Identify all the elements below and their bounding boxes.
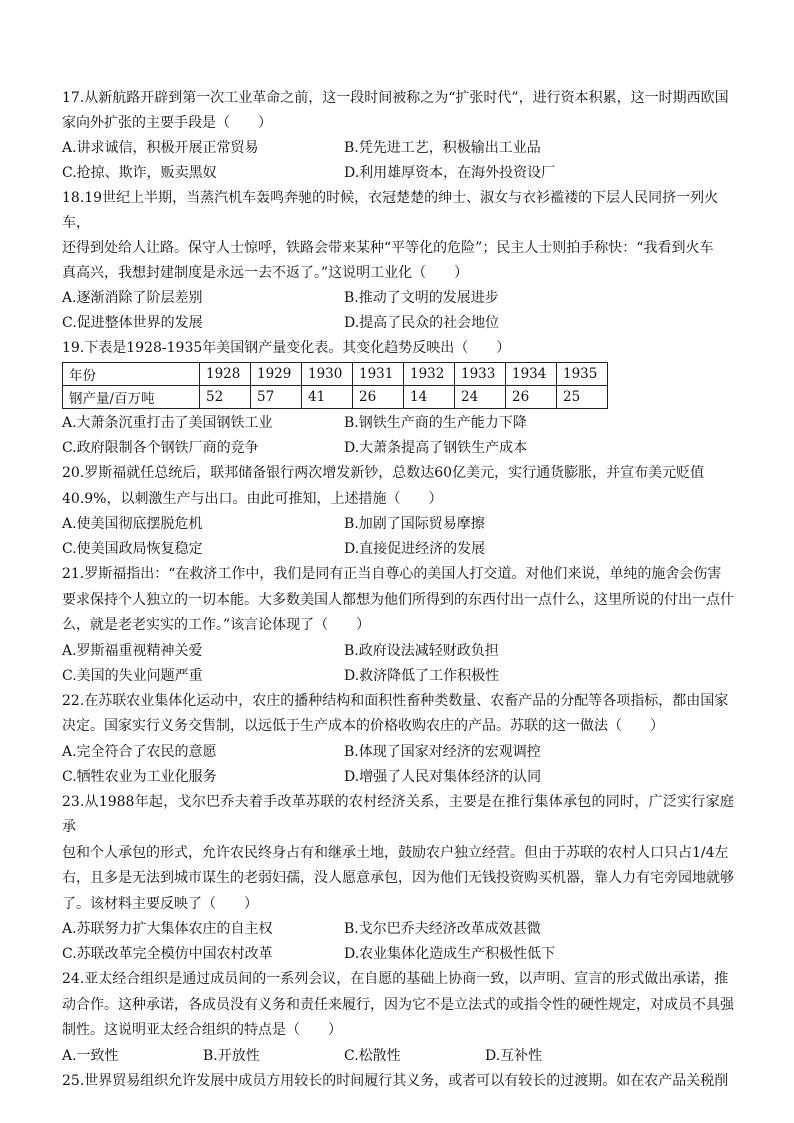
option-a: A.讲求诚信，积极开展正常贸易 [62,140,259,156]
question-text: 20.罗斯福就任总统后，联邦储备银行两次增发新钞，总数达60亿美元，实行通货膨胀，并宣布美元贬值 [62,465,705,481]
table-row [63,363,608,386]
question-text: 动合作。这种承诺，各成员没有义务和责任来履行，因为它不是立法式的或指令性的硬性规定，对成员不具强 [62,996,734,1013]
option-b: B.推动了文明的发展进步 [344,290,499,306]
question-20 [62,461,734,562]
question-25 [62,1069,734,1095]
table-cell: 1929 [251,363,302,386]
option-b: B.钢铁生产商的生产能力下降 [344,415,527,431]
option-a: A.使美国彻底摆脱危机 [62,516,203,532]
table-cell: 1930 [302,363,353,386]
option-c: C.使美国政局恢复稳定 [62,541,203,557]
options [62,740,734,790]
option-a: A.一致性 [62,1047,119,1064]
table-cell: 1932 [404,363,455,386]
question-text: 了。该材料主要反映了（ ） [62,895,258,912]
option-b: B.戈尔巴乔夫经济改革成效甚微 [344,921,541,937]
question-text: 家向外扩张的主要手段是（ ） [62,115,272,131]
question-23 [62,790,734,968]
option-d: D.利用雄厚资本，在海外投资设厂 [344,165,556,181]
option-b: B.政府设法减轻财政负担 [344,642,499,659]
option-c: C.美国的失业问题严重 [62,667,203,684]
question-22 [62,689,734,790]
table-cell: 1934 [506,363,557,386]
question-text: 24.亚太经合组织是通过成员间的一系列会议，在自愿的基础上协商一致，以声明、宣言的形式做出承诺，推 [62,971,729,987]
table-cell: 1931 [353,363,404,386]
question-text: 21.罗斯福指出：“在救济工作中，我们是同有正当自尊心的美国人打交道。对他们来说，单纯的施舍会伤害 [62,566,722,582]
question-text: 决定。国家实行义务交售制，以远低于生产成本的价格收购农庄的产品。苏联的这一做法（ ） [62,718,664,734]
option-c: C.政府限制各个钢铁厂商的竞争 [62,440,259,456]
exam-page [62,86,734,1094]
option-d: D.提高了民众的社会地位 [344,315,500,331]
steel-production-table [62,362,608,409]
option-d: D.救济降低了工作积极性 [344,667,500,684]
option-c: C.苏联改革完全模仿中国农村改革 [62,946,273,962]
options [62,1044,734,1069]
options [62,411,734,461]
option-d: D.互补性 [485,1047,543,1064]
question-21 [62,562,734,689]
table-row [63,386,608,409]
question-text: 19.下表是1928-1935年美国钢产量变化表。其变化趋势反映出（ ） [62,340,511,356]
table-cell: 41 [302,386,353,409]
question-text: 40.9%，以刺激生产与出口。由此可推知，上述措施（ ） [62,490,443,507]
question-text: 制性。这说明亚太经合组织的特点是（ ） [62,1022,342,1038]
option-c: C.促进整体世界的发展 [62,315,203,331]
options [62,512,734,562]
option-d: D.增强了人民对集体经济的认同 [344,768,542,785]
question-text: 么，就是老老实实的工作。”该言论体现了（ ） [62,617,371,633]
question-17 [62,86,734,186]
table-cell: 24 [455,386,506,409]
option-b: B.体现了国家对经济的宏观调控 [344,743,541,760]
table-header: 年份 [63,363,200,386]
options [62,286,734,336]
option-d: D.大萧条提高了钢铁生产成本 [344,440,528,456]
option-d: D.直接促进经济的发展 [344,541,486,557]
option-a: A.大萧条沉重打击了美国钢铁工业 [62,415,273,431]
option-a: A.逐渐消除了阶层差别 [62,290,203,306]
table-cell: 1933 [455,363,506,386]
question-text: 包和个人承包的形式，允许农民终身占有和继承土地，鼓励农户独立经营。但由于苏联的农村人口只占1/4左 [62,844,729,861]
question-text: 22.在苏联农业集体化运动中，农庄的播种结构和面积性畜种类数量、农畜产品的分配等各项指标，都由国家 [62,692,729,709]
option-d: D.农业集体化造成生产积极性低下 [344,946,556,962]
question-18 [62,186,734,336]
table-cell: 14 [404,386,455,409]
table-header: 钢产量/百万吨 [63,386,200,409]
option-c: C.牺牲农业为工业化服务 [62,768,217,785]
options [62,639,734,689]
option-b: B.开放性 [203,1047,260,1064]
option-b: B.加剧了国际贸易摩擦 [344,516,485,532]
options [62,917,734,967]
option-a: A.罗斯福重视精神关爱 [62,642,203,659]
question-19 [62,336,734,461]
table-cell: 52 [200,386,251,409]
question-text: 还得到处给人让路。保守人士惊呼，铁路会带来某种“平等化的危险”；民主人士则拍手称快：“我看到火车 [62,240,714,256]
table-cell: 57 [251,386,302,409]
table-cell: 1928 [200,363,251,386]
question-text: 17.从新航路开辟到第一次工业革命之前，这一段时间被称之为“扩张时代”，进行资本积累，这一时期西欧国 [62,90,729,106]
question-text: 真高兴，我想封建制度是永远一去不返了。”这说明工业化（ ） [62,265,469,281]
table-cell: 26 [506,386,557,409]
question-text: 25.世界贸易组织允许发展中成员方用较长的时间履行其义务，或者可以有较长的过渡期。如在农产品关税削 [62,1072,729,1089]
options [62,136,734,186]
table-cell: 25 [557,386,608,409]
table-cell: 26 [353,386,404,409]
option-a: A.完全符合了农民的意愿 [62,743,217,760]
option-a: A.苏联努力扩大集体农庄的自主权 [62,921,273,937]
question-text: 要求保持个人独立的一切本能。大多数美国人都想为他们所得到的东西付出一点什么，这里所说的付出一点什 [62,591,734,608]
question-text: 右，且多是无法到城市谋生的老弱妇孺，没人愿意承包，因为他们无钱投资购买机器，靠人力有宅旁园地就够 [62,870,734,886]
option-c: C.抢掠、欺诈，贩卖黑奴 [62,165,217,181]
table-cell: 1935 [557,363,608,386]
option-b: B.凭先进工艺，积极输出工业品 [344,140,541,156]
question-text: 18.19世纪上半期，当蒸汽机车轰鸣奔驰的时候，衣冠楚楚的绅士、淑女与衣衫褴褛的下层人民同挤一列火车， [62,190,719,231]
question-24 [62,967,734,1069]
question-text: 23.从1988年起，戈尔巴乔夫着手改革苏联的农村经济关系，主要是在推行集体承包的同时，广泛实行家庭承 [62,793,734,835]
option-c: C.松散性 [344,1047,401,1064]
